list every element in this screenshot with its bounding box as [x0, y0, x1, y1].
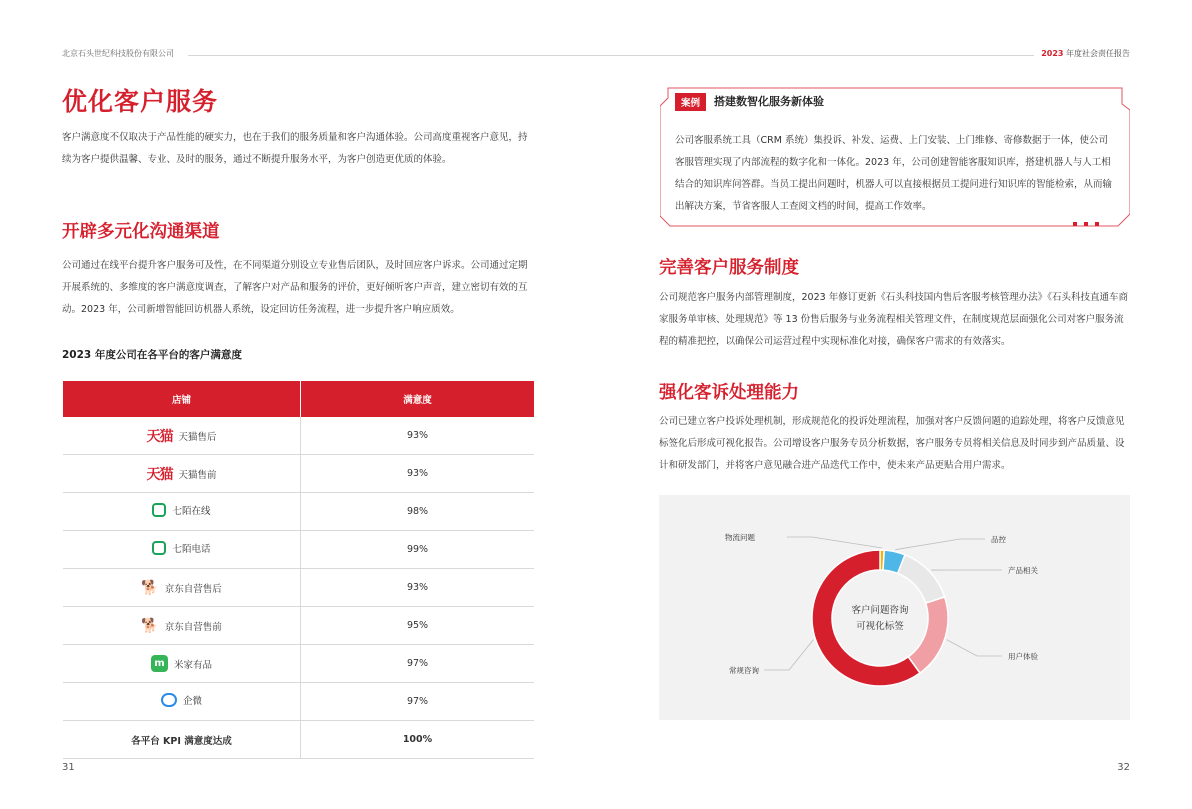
shop-cell: [63, 683, 301, 721]
chart-center-label-1: 客户问题咨询: [851, 605, 909, 616]
table-row: [63, 417, 534, 455]
satisfaction-value: 99%: [301, 531, 535, 569]
service-system-paragraph: 公司规范客户服务内部管理制度，2023 年修订更新《石头科技国内售后客服考核管理办法》《石头科技直通车商家服务单审核、处理规范》等 13 份售后服务与业务流程相关管理文件，在制度规范层面强化公司对客户服务流程的精准把控，以确保公司运营过程中实现标准化对接，确保客户需求的有效落实。: [659, 292, 1128, 347]
table-row: [63, 607, 534, 645]
shop-cell: [63, 645, 301, 683]
shop-cell: [63, 455, 301, 493]
shop-cell: [63, 417, 301, 455]
callout-line-4: [947, 640, 1002, 656]
case-paragraph: 公司客服系统工具（CRM 系统）集投诉、补发、运费、上门安装、上门维修、寄修数据于一体，使公司客服管理实现了内部流程的数字化和一体化。2023 年，公司创建智能客服知识库，搭建机器人与人工相结合的知识库问答群。当员工提出问题时，机器人可以直接根据员工提问进行知识库的智能检索，从而输出解决方案，节省客服人工查阅文档的时间，提高工作效率。: [675, 135, 1113, 212]
satisfaction-value: 97%: [301, 683, 535, 721]
company-name: 北京石头世纪科技股份有限公司: [62, 49, 174, 58]
callout-line-5: [764, 640, 813, 670]
donut-slice-4: [908, 597, 948, 673]
donut-slice-3: [898, 555, 945, 603]
chart-category-label: 常规咨询: [729, 666, 759, 675]
tmall-logo: 天猫: [146, 466, 173, 483]
callout-line-1: [787, 537, 882, 548]
page-number-left: 31: [62, 762, 75, 773]
total-value: 100%: [301, 721, 535, 759]
satisfaction-value: 95%: [301, 607, 535, 645]
shop-cell: [63, 569, 301, 607]
table-row: [63, 569, 534, 607]
shop-name: 天猫售后: [178, 431, 217, 443]
chart-category-label: 产品相关: [1008, 566, 1038, 575]
shop-name: 米家有品: [173, 659, 212, 671]
case-title: 搭建数智化服务新体验: [714, 95, 824, 108]
channels-paragraph: 公司通过在线平台提升客户服务可及性，在不同渠道分别设立专业售后团队，及时回应客户诉求。公司通过定期开展系统的、多维度的客户满意度调查，了解客户对产品和服务的评价，更好倾听客户声音，建立密切有效的互动。2023 年，公司新增智能回访机器人系统，设定回访任务流程，进一步提升客户响应质效。: [62, 260, 528, 315]
complaints-paragraph: 公司已建立客户投诉处理机制，形成规范化的投诉处理流程，加强对客户反馈问题的追踪处理，将客户反馈意见标签化后形成可视化报告。公司增设客户服务专员分析数据，客户服务专员将相关信息及时同步到产品质量、设计和研发部门，并将客户意见融合进产品迭代工作中，使未来产品更贴合用户需求。: [659, 416, 1125, 471]
section-title-channels: 开辟多元化沟通渠道: [62, 222, 220, 242]
tmall-logo: 天猫: [146, 428, 173, 445]
table-row: [63, 493, 534, 531]
total-label: 各平台 KPI 满意度达成: [63, 721, 301, 759]
table-total-row: [63, 721, 534, 759]
header-divider: [188, 55, 1034, 56]
col-header-satisfaction: 满意度: [301, 381, 535, 417]
shop-name: 七陌电话: [172, 544, 211, 555]
report-title: [1041, 48, 1130, 59]
intro-paragraph: 客户满意度不仅取决于产品性能的硬实力，也在于我们的服务质量和客户沟通体验。公司高度重视客户意见，持续为客户提供温馨、专业、及时的服务，通过不断提升服务水平，为客户创造更优质的体验。: [62, 132, 528, 165]
table-row: [63, 645, 534, 683]
qimo-logo: [152, 541, 166, 555]
chart-center-label-2: 可视化标签: [856, 621, 904, 632]
chart-category-label: 物流问题: [725, 533, 755, 542]
mijia-logo: m: [151, 655, 168, 672]
satisfaction-table: [63, 381, 534, 759]
shop-cell: [63, 531, 301, 569]
page-title: 优化客户服务: [62, 87, 219, 116]
satisfaction-value: 98%: [301, 493, 535, 531]
col-header-shop: 店铺: [63, 381, 301, 417]
jd-dog-logo: 🐕: [141, 617, 159, 634]
page-number-right: 32: [1117, 762, 1130, 773]
chart-category-label: 用户体验: [1008, 652, 1038, 661]
satisfaction-value: 97%: [301, 645, 535, 683]
section-title-service-system: 完善客户服务制度: [659, 258, 799, 278]
chart-category-label: 品控: [991, 535, 1006, 544]
shop-name: 天猫售前: [178, 469, 217, 481]
shop-name: 企微: [182, 696, 202, 707]
donut-chart: [659, 495, 1130, 720]
callout-line-2: [895, 539, 985, 550]
qimo-logo: [152, 503, 166, 517]
table-row: [63, 455, 534, 493]
shop-cell: [63, 493, 301, 531]
shop-name: 京东自营售前: [164, 621, 222, 633]
report-year: 2023: [1041, 49, 1064, 58]
report-name: 年度社会责任报告: [1066, 49, 1130, 58]
satisfaction-table-wrap: [63, 381, 534, 759]
section-title-complaints: 强化客诉处理能力: [659, 383, 799, 403]
jd-dog-logo: 🐕: [141, 579, 159, 596]
shop-name: 京东自营售后: [164, 583, 222, 595]
shop-name: 七陌在线: [172, 506, 211, 517]
satisfaction-value: 93%: [301, 455, 535, 493]
shop-cell: [63, 607, 301, 645]
table-title: 2023 年度公司在各平台的客户满意度: [62, 349, 242, 361]
table-row: [63, 531, 534, 569]
satisfaction-value: 93%: [301, 417, 535, 455]
case-tag: 案例: [675, 93, 706, 111]
satisfaction-value: 93%: [301, 569, 535, 607]
wecom-logo: [161, 693, 177, 707]
table-row: [63, 683, 534, 721]
